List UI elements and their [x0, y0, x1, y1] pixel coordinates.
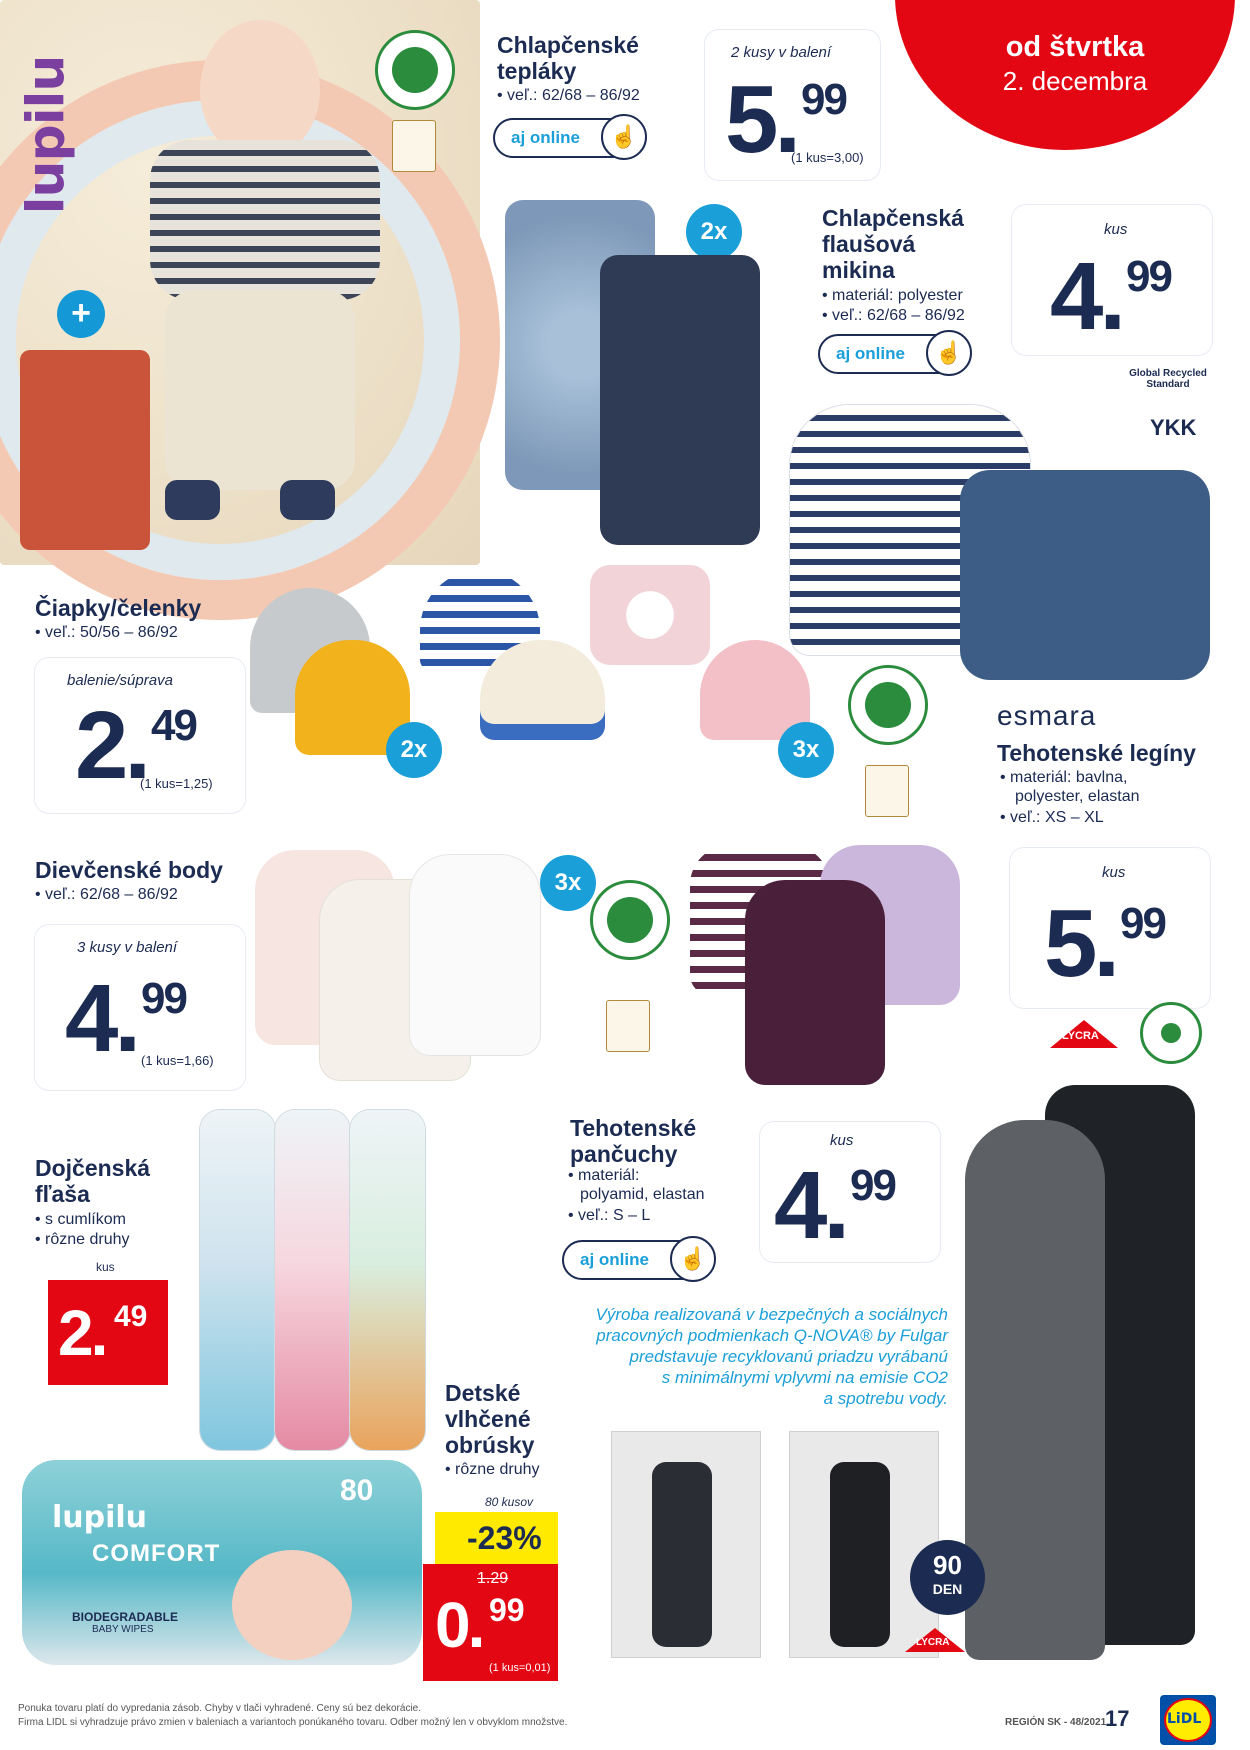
hats-title: Čiapky/čelenky	[35, 595, 202, 621]
boys-pants-price-box	[705, 30, 880, 180]
hats-size: • veľ.: 50/56 – 86/92	[35, 623, 178, 643]
tights-material-1: • materiál:	[568, 1166, 639, 1186]
price-integer: 4.	[774, 1152, 847, 1259]
description-line: pracovných podmienkach Q-NOVA® by Fulgar	[596, 1326, 948, 1345]
pointer-hand-icon: ☝	[670, 1236, 716, 1282]
title-line: Chlapčenské	[497, 32, 639, 58]
description-line: s minimálnymi vplyvmi na emisie CO2	[661, 1368, 948, 1387]
pack-note: 80 kusov	[485, 1495, 534, 1509]
den-value: 90	[933, 1550, 962, 1580]
date-banner-text	[985, 30, 1165, 98]
leggings-material-1: • materiál: bavlna,	[1000, 768, 1127, 788]
pack-note: kus	[1104, 221, 1128, 238]
title-line: obrúsky	[445, 1432, 535, 1458]
price-integer: 5.	[1044, 890, 1117, 997]
count-badge: 3x	[540, 855, 596, 911]
price-decimal: 99	[1120, 899, 1165, 948]
price-decimal: 99	[489, 1592, 525, 1628]
white-bodysuit	[410, 855, 540, 1055]
boys-fleece-size: • veľ.: 62/68 – 86/92	[822, 306, 965, 326]
title-line: fľaša	[35, 1181, 90, 1207]
region-code: REGIÓN SK - 48/2021	[1005, 1717, 1107, 1728]
discount-value: -23%	[467, 1520, 542, 1556]
ykk-logo: YKK	[1150, 415, 1197, 440]
blue-fleece-jacket	[960, 470, 1210, 680]
wet-wipes-price-box	[423, 1564, 558, 1681]
maternity-tights-title	[570, 1115, 696, 1167]
package-count: 80	[340, 1474, 374, 1507]
price-decimal: 99	[141, 974, 186, 1023]
plus-icon: +	[57, 290, 105, 338]
unit-price: (1 kus=3,00)	[791, 150, 864, 165]
pack-note: kus	[96, 1260, 115, 1274]
maternity-leggings-title: Tehotenské legíny	[997, 740, 1196, 766]
package-brand: lupilu	[52, 1500, 148, 1535]
footer-disclaimer-1: Ponuka tovaru platí do vypredania zásob. Chyby v tlači vyhradené. Ceny sú bez dekorácie.	[18, 1703, 422, 1714]
girls-body-price-box	[35, 925, 245, 1090]
baby-bottle-bullet2: • rôzne druhy	[35, 1230, 130, 1250]
beige-pants	[165, 290, 355, 490]
unit-price: (1 kus=1,66)	[141, 1053, 214, 1068]
title-line: Tehotenské	[570, 1115, 697, 1141]
striped-shirt	[150, 140, 380, 300]
price	[435, 1588, 525, 1662]
price-integer: 2.	[58, 1297, 106, 1369]
girls-body-size: • veľ.: 62/68 – 86/92	[35, 885, 178, 905]
girls-body-title: Dievčenské body	[35, 857, 223, 883]
pack-note: kus	[1102, 864, 1126, 881]
unit-price: (1 kus=0,01)	[489, 1662, 551, 1674]
gots-certificate-icon	[590, 880, 670, 960]
price-integer: 5.	[725, 66, 798, 173]
title-line: Dojčenská	[35, 1155, 151, 1181]
lycra-logo-text: LYCRA	[916, 1637, 950, 1648]
lycra-logo-text: LYCRA	[1062, 1030, 1099, 1042]
lidl-logo	[1160, 1695, 1216, 1745]
boys-fleece-online-button[interactable]	[818, 334, 968, 374]
count-badge: 2x	[386, 722, 442, 778]
tights-package	[790, 1432, 938, 1657]
blue-baby-bottle	[200, 1110, 275, 1450]
tights-online-button[interactable]	[562, 1240, 712, 1280]
grey-leggings	[965, 1120, 1105, 1660]
title-line: flaušová	[822, 231, 916, 257]
price-decimal: 49	[151, 701, 196, 750]
count-badge: 2x	[686, 204, 742, 260]
leggings-price-box	[1010, 848, 1210, 1008]
wet-wipes-bullet: • rôzne druhy	[445, 1460, 540, 1480]
eco-leaf-certificate-icon	[1140, 1002, 1202, 1064]
pointer-hand-icon: ☝	[601, 114, 647, 160]
baby-shoe	[280, 480, 335, 520]
price-decimal: 99	[850, 1161, 895, 1210]
cotton-label-icon	[392, 120, 436, 172]
bear-face-hat	[480, 640, 605, 740]
old-price: 1.29	[477, 1570, 509, 1587]
tights-package	[612, 1432, 760, 1657]
price-decimal: 49	[114, 1300, 148, 1333]
pack-note: kus	[830, 1132, 854, 1149]
page-number: 17	[1105, 1706, 1130, 1731]
price	[1050, 243, 1171, 350]
tights-price-box	[760, 1122, 940, 1262]
den-badge	[910, 1540, 985, 1615]
boys-fleece-price-box	[1012, 205, 1212, 355]
title-line: pančuchy	[570, 1141, 678, 1167]
leggings-material-2: polyester, elastan	[1015, 788, 1140, 805]
green-baby-bottle	[350, 1110, 425, 1450]
den-label: DEN	[932, 1581, 963, 1597]
package-subtitle-2: BABY WIPES	[92, 1624, 154, 1635]
hats-price-box	[35, 658, 245, 813]
title-line: Chlapčenská	[822, 205, 964, 231]
baby-head	[200, 20, 320, 160]
global-recycled-standard-icon: Global Recycled Standard	[1129, 368, 1207, 390]
pack-note: 3 kusy v balení	[77, 939, 178, 956]
baby-bottle-price-box	[48, 1260, 168, 1385]
boys-pants-title	[497, 32, 639, 84]
title-line: vlhčené	[445, 1406, 531, 1432]
banner-line2: 2. decembra	[1002, 66, 1148, 96]
package-subtitle: BIODEGRADABLE	[72, 1610, 179, 1624]
price	[774, 1152, 895, 1259]
online-label: aj online	[511, 128, 580, 147]
lidl-logo-text: LiDL	[1167, 1711, 1202, 1727]
baby-bottle-title	[35, 1155, 150, 1207]
banner-line1: od štvrtka	[1005, 31, 1145, 63]
baby-face-image	[232, 1550, 352, 1660]
price	[1044, 890, 1165, 997]
boys-fleece-material: • materiál: polyester	[822, 286, 963, 306]
title-line: tepláky	[497, 58, 577, 84]
pack-note: balenie/súprava	[67, 672, 173, 689]
boys-fleece-title	[822, 205, 964, 283]
tights-size: • veľ.: S – L	[568, 1206, 650, 1226]
esmara-brand-logo: esmara	[997, 700, 1097, 731]
footer-disclaimer-2: Firma LIDL si vyhradzuje právo zmien v baleniach a variantoch ponúkaného tovaru. Odber možný len v obvyklom množstve.	[18, 1717, 568, 1728]
price-integer: 4.	[65, 965, 138, 1072]
gots-certificate-icon	[375, 30, 455, 110]
description-line: predstavuje recyklovanú priadzu vyrábanú	[629, 1347, 948, 1366]
price-integer: 0.	[435, 1589, 483, 1661]
boys-pants-size: • veľ.: 62/68 – 86/92	[497, 86, 640, 106]
wet-wipes-package	[22, 1460, 422, 1665]
pointer-hand-icon: ☝	[926, 330, 972, 376]
pack-note: 2 kusy v balení	[731, 44, 832, 61]
cotton-label-icon	[865, 765, 909, 817]
baby-bottle-bullet1: • s cumlíkom	[35, 1210, 126, 1230]
title-line: Detské	[445, 1380, 521, 1406]
unit-price: (1 kus=1,25)	[140, 776, 213, 791]
price-integer: 2.	[75, 692, 148, 799]
count-badge: 3x	[778, 722, 834, 778]
cotton-label-icon	[606, 1000, 650, 1052]
plum-bodysuit	[745, 880, 885, 1085]
tights-material-2: polyamid, elastan	[580, 1186, 705, 1203]
tights-description	[548, 1304, 948, 1409]
price-integer: 4.	[1050, 243, 1123, 350]
package-name: COMFORT	[92, 1540, 221, 1567]
navy-pants	[600, 255, 760, 545]
discount-box	[435, 1512, 558, 1564]
price	[58, 1296, 148, 1370]
online-label: aj online	[580, 1250, 649, 1269]
description-line: a spotrebu vody.	[823, 1389, 948, 1408]
pink-headband	[590, 565, 710, 665]
price-decimal: 99	[1126, 252, 1171, 301]
price-decimal: 99	[801, 75, 846, 124]
lupilu-brand-logo: lupilu	[16, 55, 77, 215]
baby-shoe	[165, 480, 220, 520]
orange-pants	[20, 350, 150, 550]
leggings-size: • veľ.: XS – XL	[1000, 808, 1104, 828]
gots-certificate-icon	[848, 665, 928, 745]
title-line: mikina	[822, 257, 895, 283]
online-label: aj online	[836, 344, 905, 363]
wet-wipes-title	[445, 1380, 534, 1458]
boys-pants-online-button[interactable]	[493, 118, 643, 158]
description-line: Výroba realizovaná v bezpečných a sociálnych	[595, 1305, 948, 1324]
pink-baby-bottle	[275, 1110, 350, 1450]
